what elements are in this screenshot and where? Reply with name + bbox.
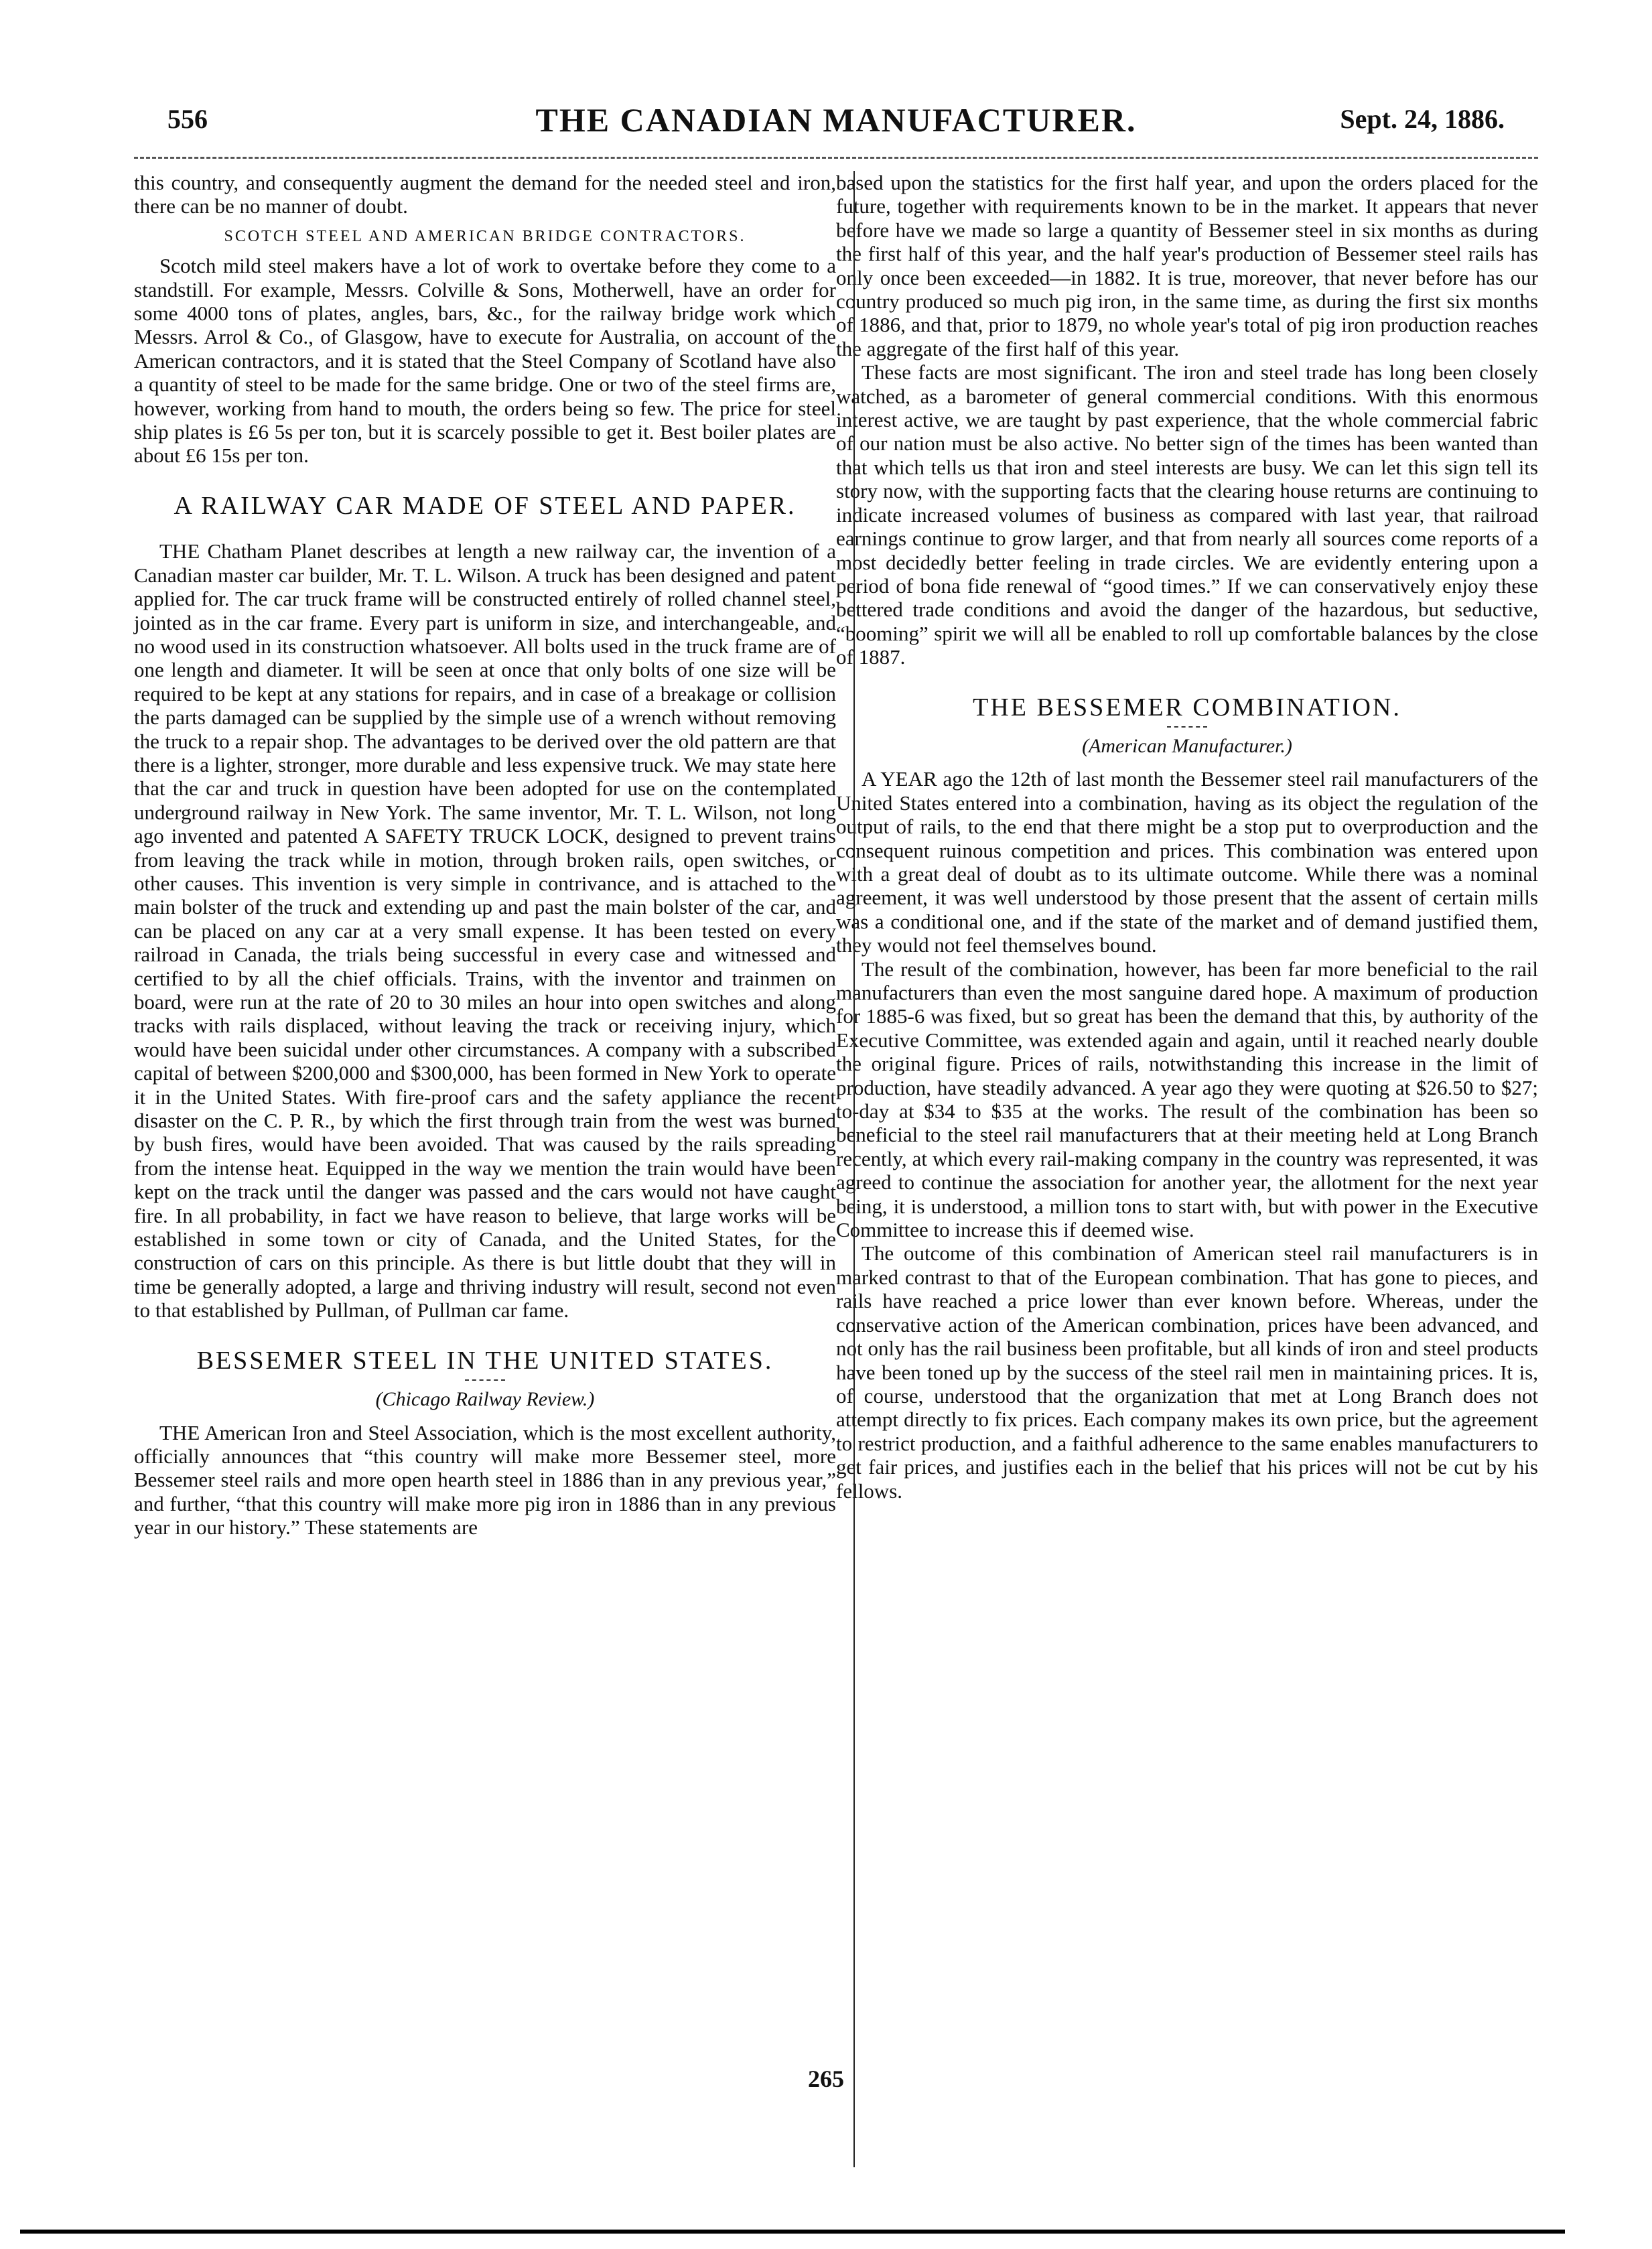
- bessemer-combination-article-title: THE BESSEMER COMBINATION.: [973, 693, 1401, 722]
- combination-paragraph-3: The outcome of this combination of American steel rail manufacturers is in marked contrast to that of the European combination. That has gone to pieces, and rails have reached a price lower than ever known before. Whereas, under the conservative action of the American combination, prices have been advanced, and not only has the rail business been profitable, but all kinds of iron and steel products have been toned up by the success of the steel rail men in maintaining prices. It is, of course, understood that the organization that met at Long Branch does not attempt directly to fix prices. Each company makes its own price, but the agreement to restrict production, and a faithful adherence to the same enables manufacturers to get fair prices, and justifies each in the belief that his prices will not be cut by his fellows.: [836, 1241, 1538, 1503]
- railway-car-article-title: A RAILWAY CAR MADE OF STEEL AND PAPER.: [174, 491, 797, 520]
- title-short-rule: [465, 1379, 505, 1381]
- bessemer-us-source-byline: (Chicago Railway Review.): [375, 1388, 595, 1411]
- significance-paragraph: These facts are most significant. The iron and steel trade has long been closely watched, as a barometer of general commercial conditions. With this enormous interest active, we are taught by past experience, that the whole commercial fabric of our nation must be also active. No better sign of the times has been wanted than that which tells us that iron and steel interests are busy. We can let this sign tell its story now, with the supporting facts that the clearing house returns are continuing to indicate increased volumes of business as compared with last year, that railroad earnings continue to grow larger, and that from nearly all sources come reports of a most decidedly better feeling in trade circles. We are evidently entering upon a period of bona fide renewal of “good times.” If we can conservatively enjoy these bettered trade conditions and avoid the danger of the hazardous, but seductive, “booming” spirit we will all be enabled to roll up comfortable balances by the close of 1887.: [836, 360, 1538, 669]
- title-short-rule: [1167, 726, 1207, 728]
- header-rule: [134, 157, 1538, 163]
- railway-car-paragraph: THE Chatham Planet describes at length a new railway car, the invention of a Canadian master car builder, Mr. T. L. Wilson. A truck has been designed and patent applied for. The car truck frame will be constructed entirely of rolled channel steel, jointed as in the car frame. Every part is uniform in size, and interchangeable, and no wood used in its construction whatsoever. All bolts used in the truck frame are of one length and diameter. It will be seen at once that only bolts of one size will be required to be kept at any stations for repairs, and in case of a breakage or collision the parts damaged can be supplied by the simple use of a wrench without removing the truck to a repair shop. The advantages to be derived over the old pattern are that there is a lighter, stronger, more durable and less expensive truck. We may state here that the car and truck in question have been adopted for use on the contemplated underground railway in New York. The same inventor, Mr. T. L. Wilson, not long ago invented and patented A SAFETY TRUCK LOCK, designed to prevent trains from leaving the track while in motion, through broken rails, open switches, or other causes. This invention is very simple in contrivance, and is attached to the main bolster of the truck and extending up and past the main bolster of the car, and can be placed on any car at a very small expense. It has been tested on every railroad in Canada, the trials being successful in every case and witnessed and certified to by all the chief officials. Trains, with the inventor and trainmen on board, were run at the rate of 20 to 30 miles an hour into open switches and along tracks with rails displaced, without leaving the track or receiving injury, which would have been suicidal under other circumstances. A company with a subscribed capital of between $200,000 and $300,000, has been formed in New York to operate it in the United States. With fire-proof cars and the safety appliance the recent disaster on the C. P. R., by which the first through train from the west was burned by bush fires, would have been avoided. That was caused by the rails spreading from the intense heat. Equipped in the way we mention the train would have been kept on the track until the danger was passed and the cars would not have caught fire. In all probability, in fact we have reason to believe, that large works will be established in some town or city of Canada, and the United States, for the construction of cars on this principle. As there is but little doubt that they will in time be generally adopted, a large and thriving industry will result, second not even to that established by Pullman, of Pullman car fame.: [134, 539, 836, 1322]
- two-column-body: [134, 171, 1538, 1540]
- issue-date: Sept. 24, 1886.: [1340, 104, 1505, 134]
- page-header: [134, 100, 1538, 147]
- bessemer-us-paragraph: THE American Iron and Steel Association, which is the most excellent authority, officially announces that “this country will make more Bessemer steel, more Bessemer steel rails and more open hearth steel in 1886 than in any previous year,” and further, “that this country will make more pig iron in 1886 than in any previous year in our history.” These statements are: [134, 1420, 836, 1540]
- title-spacer: [134, 525, 836, 539]
- left-column: [134, 171, 836, 1540]
- column-divider: [853, 171, 855, 2167]
- bottom-rule: [20, 2230, 1565, 2234]
- folio-number: 265: [808, 2065, 844, 2092]
- right-column: [836, 171, 1538, 1540]
- left-continuation-paragraph: this country, and consequently augment the demand for the needed steel and iron, there can be no manner of doubt.: [134, 171, 836, 218]
- page-number: 556: [167, 104, 208, 134]
- bessemer-combination-source-byline: (American Manufacturer.): [1082, 734, 1292, 757]
- publication-title: THE CANADIAN MANUFACTURER.: [535, 101, 1137, 139]
- scotch-steel-paragraph: Scotch mild steel makers have a lot of work to overtake before they come to a standstill. For example, Messrs. Colville & Sons, Motherwell, have an order for some 4000 tons of plates, angles, bars, &c., for the railway bridge work which Messrs. Arrol & Co., of Glasgow, have to execute for Australia, on account of the American contractors, and it is stated that the Steel Company of Scotland have also a quantity of steel to be made for the same bridge. One or two of the steel firms are, however, working from hand to mouth, the orders being so few. The price for steel ship plates is £6 5s per ton, but it is scarcely possible to get it. Best boiler plates are about £6 15s per ton.: [134, 254, 836, 468]
- right-continuation-paragraph: based upon the statistics for the first half year, and upon the orders placed for the future, together with requirements known to be in the market. It appears that never before have we made so large a quantity of Bessemer steel in six months as during the first half of this year, and the half year's production of Bessemer steel rails has only once been exceeded—in 1882. It is true, moreover, that never before has our country produced so much pig iron, in the same time, as during the first six months of 1886, and that, prior to 1879, no whole year's total of pig iron production reaches the aggregate of the first half of this year.: [836, 171, 1538, 360]
- combination-paragraph-2: The result of the combination, however, has been far more beneficial to the rail manufacturers than even the most sanguine dared hope. A maximum of production for 1885-6 was fixed, but so great has been the demand that this, by authority of the Executive Committee, was extended again and again, until it reached nearly double the original figure. Prices of rails, notwithstanding this increase in the limit of production, have steadily advanced. A year ago they were quoting at $26.50 to $27; to-day at $34 to $35 at the works. The result of the combination has been so beneficial to the steel rail manufacturers that at their meeting held at Long Branch recently, at which every rail-making company in the country was represented, it was agreed to continue the association for another year, the allotment for the next year being, it is understood, a million tons to start with, but with power in the Executive Committee to increase this if deemed wise.: [836, 957, 1538, 1242]
- scotch-steel-heading: SCOTCH STEEL AND AMERICAN BRIDGE CONTRACTORS.: [224, 227, 746, 245]
- combination-paragraph-1: A YEAR ago the 12th of last month the Bessemer steel rail manufacturers of the United States entered into a combination, having as its object the regulation of the output of rails, to the end that there might be a stop put to overproduction and the consequent ruinous competition and prices. This combination was entered upon with a great deal of doubt as to its ultimate outcome. While there was a nominal agreement, it was well understood by those present that the assent of certain mills was a conditional one, and if the state of the market and of demand justified them, they would not feel themselves bound.: [836, 767, 1538, 957]
- bessemer-us-article-title: BESSEMER STEEL IN THE UNITED STATES.: [196, 1346, 774, 1375]
